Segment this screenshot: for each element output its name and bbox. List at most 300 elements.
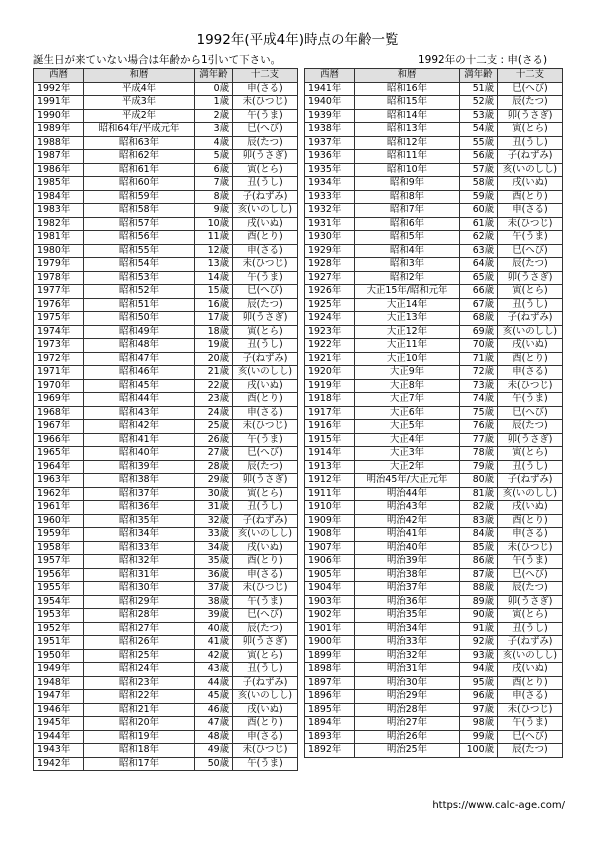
age-cell: 79歳 — [460, 460, 498, 474]
age-cell: 17歳 — [195, 312, 233, 326]
zodiac-cell: 亥(いのしし) — [233, 528, 298, 542]
zodiac-cell: 子(ねずみ) — [233, 352, 298, 366]
western-year-cell: 1909年 — [305, 514, 355, 528]
header-japanese-era: 和暦 — [355, 69, 460, 83]
table-row — [34, 379, 298, 393]
western-year-cell: 1914年 — [305, 447, 355, 461]
japanese-era-cell: 明治25年 — [355, 744, 460, 758]
western-year-cell: 1901年 — [305, 622, 355, 636]
age-cell: 50歳 — [195, 757, 233, 771]
birthday-note: 誕生日が来ていない場合は年齢から1引いて下さい。 — [33, 54, 282, 66]
japanese-era-cell: 平成3年 — [84, 96, 195, 110]
western-year-cell: 1975年 — [34, 312, 84, 326]
zodiac-cell: 子(ねずみ) — [233, 676, 298, 690]
age-cell: 27歳 — [195, 447, 233, 461]
table-row — [305, 298, 563, 312]
table-row — [305, 663, 563, 677]
zodiac-cell: 未(ひつじ) — [498, 703, 563, 717]
table-row — [34, 271, 298, 285]
japanese-era-cell: 昭和9年 — [355, 177, 460, 191]
age-cell: 3歳 — [195, 123, 233, 137]
age-table-right — [304, 68, 563, 758]
western-year-cell: 1896年 — [305, 690, 355, 704]
western-year-cell: 1922年 — [305, 339, 355, 353]
western-year-cell: 1988年 — [34, 136, 84, 150]
western-year-cell: 1957年 — [34, 555, 84, 569]
japanese-era-cell: 昭和23年 — [84, 676, 195, 690]
western-year-cell: 1902年 — [305, 609, 355, 623]
table-row — [305, 730, 563, 744]
table-row — [34, 730, 298, 744]
western-year-cell: 1959年 — [34, 528, 84, 542]
zodiac-cell: 巳(へび) — [233, 609, 298, 623]
age-cell: 47歳 — [195, 717, 233, 731]
age-cell: 61歳 — [460, 217, 498, 231]
japanese-era-cell: 昭和48年 — [84, 339, 195, 353]
age-cell: 26歳 — [195, 433, 233, 447]
western-year-cell: 1925年 — [305, 298, 355, 312]
zodiac-cell: 巳(へび) — [233, 123, 298, 137]
japanese-era-cell: 明治27年 — [355, 717, 460, 731]
table-row — [34, 325, 298, 339]
zodiac-cell: 丑(うし) — [498, 622, 563, 636]
japanese-era-cell: 明治43年 — [355, 501, 460, 515]
western-year-cell: 1899年 — [305, 649, 355, 663]
zodiac-cell: 寅(とら) — [498, 123, 563, 137]
japanese-era-cell: 昭和19年 — [84, 730, 195, 744]
header-age: 満年齢 — [195, 69, 233, 83]
table-row — [305, 339, 563, 353]
age-cell: 11歳 — [195, 231, 233, 245]
age-cell: 68歳 — [460, 312, 498, 326]
zodiac-cell: 寅(とら) — [498, 285, 563, 299]
zodiac-cell: 子(ねずみ) — [498, 312, 563, 326]
age-cell: 77歳 — [460, 433, 498, 447]
western-year-cell: 1906年 — [305, 555, 355, 569]
japanese-era-cell: 昭和44年 — [84, 393, 195, 407]
table-row — [305, 285, 563, 299]
age-cell: 32歳 — [195, 514, 233, 528]
age-cell: 5歳 — [195, 150, 233, 164]
western-year-cell: 1963年 — [34, 474, 84, 488]
table-body — [34, 82, 298, 771]
zodiac-cell: 未(ひつじ) — [233, 420, 298, 434]
table-row — [305, 82, 563, 96]
table-row — [34, 703, 298, 717]
western-year-cell: 1929年 — [305, 244, 355, 258]
japanese-era-cell: 昭和2年 — [355, 271, 460, 285]
age-cell: 19歳 — [195, 339, 233, 353]
age-cell: 90歳 — [460, 609, 498, 623]
japanese-era-cell: 昭和20年 — [84, 717, 195, 731]
table-row — [34, 649, 298, 663]
japanese-era-cell: 昭和6年 — [355, 217, 460, 231]
western-year-cell: 1933年 — [305, 190, 355, 204]
japanese-era-cell: 昭和64年/平成元年 — [84, 123, 195, 137]
zodiac-cell: 午(うま) — [233, 757, 298, 771]
japanese-era-cell: 昭和35年 — [84, 514, 195, 528]
age-cell: 8歳 — [195, 190, 233, 204]
zodiac-cell: 辰(たつ) — [233, 622, 298, 636]
japanese-era-cell: 昭和3年 — [355, 258, 460, 272]
table-row — [34, 393, 298, 407]
japanese-era-cell: 昭和7年 — [355, 204, 460, 218]
age-cell: 18歳 — [195, 325, 233, 339]
table-row — [305, 595, 563, 609]
table-row — [34, 123, 298, 137]
table-row — [34, 96, 298, 110]
zodiac-cell: 午(うま) — [233, 595, 298, 609]
table-row — [305, 501, 563, 515]
western-year-cell: 1950年 — [34, 649, 84, 663]
zodiac-cell: 卯(うさぎ) — [233, 474, 298, 488]
western-year-cell: 1961年 — [34, 501, 84, 515]
western-year-cell: 1904年 — [305, 582, 355, 596]
zodiac-cell: 申(さる) — [233, 568, 298, 582]
table-row — [305, 447, 563, 461]
zodiac-cell: 辰(たつ) — [233, 460, 298, 474]
age-cell: 39歳 — [195, 609, 233, 623]
age-cell: 38歳 — [195, 595, 233, 609]
zodiac-cell: 巳(へび) — [498, 82, 563, 96]
western-year-cell: 1968年 — [34, 406, 84, 420]
japanese-era-cell: 昭和32年 — [84, 555, 195, 569]
zodiac-cell: 午(うま) — [498, 231, 563, 245]
age-cell: 44歳 — [195, 676, 233, 690]
western-year-cell: 1930年 — [305, 231, 355, 245]
page-title: 1992年(平成4年)時点の年齢一覧 — [196, 32, 399, 48]
table-body — [305, 82, 563, 757]
japanese-era-cell: 大正13年 — [355, 312, 460, 326]
table-row — [34, 177, 298, 191]
zodiac-cell: 申(さる) — [233, 406, 298, 420]
zodiac-cell: 亥(いのしし) — [498, 487, 563, 501]
table-row — [34, 339, 298, 353]
age-cell: 52歳 — [460, 96, 498, 110]
age-cell: 20歳 — [195, 352, 233, 366]
table-row — [305, 609, 563, 623]
zodiac-cell: 未(ひつじ) — [498, 541, 563, 555]
japanese-era-cell: 大正6年 — [355, 406, 460, 420]
western-year-cell: 1907年 — [305, 541, 355, 555]
table-header — [305, 69, 563, 83]
age-cell: 49歳 — [195, 744, 233, 758]
zodiac-cell: 亥(いのしし) — [498, 325, 563, 339]
zodiac-cell: 未(ひつじ) — [233, 582, 298, 596]
header-zodiac: 十二支 — [498, 69, 563, 83]
western-year-cell: 1978年 — [34, 271, 84, 285]
japanese-era-cell: 昭和43年 — [84, 406, 195, 420]
japanese-era-cell: 大正11年 — [355, 339, 460, 353]
table-row — [34, 82, 298, 96]
table-row — [305, 325, 563, 339]
table-row — [305, 150, 563, 164]
zodiac-cell: 卯(うさぎ) — [233, 636, 298, 650]
japanese-era-cell: 昭和52年 — [84, 285, 195, 299]
zodiac-cell: 酉(とり) — [233, 555, 298, 569]
table-row — [34, 568, 298, 582]
table-row — [305, 622, 563, 636]
zodiac-cell: 辰(たつ) — [233, 298, 298, 312]
table-row — [305, 177, 563, 191]
age-cell: 91歳 — [460, 622, 498, 636]
age-cell: 59歳 — [460, 190, 498, 204]
western-year-cell: 1953年 — [34, 609, 84, 623]
western-year-cell: 1984年 — [34, 190, 84, 204]
table-row — [305, 514, 563, 528]
western-year-cell: 1948年 — [34, 676, 84, 690]
japanese-era-cell: 大正2年 — [355, 460, 460, 474]
table-row — [305, 271, 563, 285]
japanese-era-cell: 昭和34年 — [84, 528, 195, 542]
zodiac-cell: 申(さる) — [233, 244, 298, 258]
table-row — [34, 109, 298, 123]
japanese-era-cell: 明治31年 — [355, 663, 460, 677]
zodiac-cell: 卯(うさぎ) — [498, 109, 563, 123]
table-row — [34, 676, 298, 690]
western-year-cell: 1945年 — [34, 717, 84, 731]
zodiac-cell: 寅(とら) — [233, 487, 298, 501]
age-cell: 42歳 — [195, 649, 233, 663]
japanese-era-cell: 明治33年 — [355, 636, 460, 650]
zodiac-cell: 酉(とり) — [233, 231, 298, 245]
zodiac-cell: 戌(いぬ) — [498, 663, 563, 677]
western-year-cell: 1931年 — [305, 217, 355, 231]
zodiac-cell: 午(うま) — [498, 393, 563, 407]
western-year-cell: 1937年 — [305, 136, 355, 150]
age-cell: 10歳 — [195, 217, 233, 231]
age-cell: 53歳 — [460, 109, 498, 123]
age-cell: 46歳 — [195, 703, 233, 717]
zodiac-cell: 申(さる) — [498, 204, 563, 218]
japanese-era-cell: 明治29年 — [355, 690, 460, 704]
japanese-era-cell: 昭和50年 — [84, 312, 195, 326]
age-cell: 40歳 — [195, 622, 233, 636]
age-cell: 9歳 — [195, 204, 233, 218]
western-year-cell: 1992年 — [34, 82, 84, 96]
zodiac-cell: 亥(いのしし) — [498, 649, 563, 663]
zodiac-cell: 戌(いぬ) — [498, 177, 563, 191]
header-japanese-era: 和暦 — [84, 69, 195, 83]
table-row — [305, 258, 563, 272]
japanese-era-cell: 昭和11年 — [355, 150, 460, 164]
western-year-cell: 1946年 — [34, 703, 84, 717]
japanese-era-cell: 昭和12年 — [355, 136, 460, 150]
japanese-era-cell: 明治35年 — [355, 609, 460, 623]
age-cell: 76歳 — [460, 420, 498, 434]
zodiac-note: 1992年の十二支 : 申(さる) — [418, 54, 548, 66]
western-year-cell: 1947年 — [34, 690, 84, 704]
japanese-era-cell: 昭和46年 — [84, 366, 195, 380]
table-row — [305, 393, 563, 407]
japanese-era-cell: 昭和40年 — [84, 447, 195, 461]
western-year-cell: 1954年 — [34, 595, 84, 609]
age-cell: 98歳 — [460, 717, 498, 731]
age-cell: 93歳 — [460, 649, 498, 663]
western-year-cell: 1969年 — [34, 393, 84, 407]
zodiac-cell: 丑(うし) — [233, 663, 298, 677]
zodiac-cell: 未(ひつじ) — [233, 744, 298, 758]
japanese-era-cell: 明治28年 — [355, 703, 460, 717]
japanese-era-cell: 昭和16年 — [355, 82, 460, 96]
japanese-era-cell: 大正4年 — [355, 433, 460, 447]
zodiac-cell: 午(うま) — [498, 555, 563, 569]
table-row — [34, 541, 298, 555]
western-year-cell: 1943年 — [34, 744, 84, 758]
age-cell: 33歳 — [195, 528, 233, 542]
table-header — [34, 69, 298, 83]
table-row — [34, 460, 298, 474]
zodiac-cell: 酉(とり) — [233, 393, 298, 407]
zodiac-cell: 辰(たつ) — [498, 744, 563, 758]
zodiac-cell: 酉(とり) — [498, 514, 563, 528]
age-cell: 16歳 — [195, 298, 233, 312]
age-cell: 84歳 — [460, 528, 498, 542]
table-row — [34, 150, 298, 164]
age-cell: 95歳 — [460, 676, 498, 690]
western-year-cell: 1908年 — [305, 528, 355, 542]
japanese-era-cell: 昭和4年 — [355, 244, 460, 258]
japanese-era-cell: 昭和39年 — [84, 460, 195, 474]
age-cell: 4歳 — [195, 136, 233, 150]
japanese-era-cell: 大正14年 — [355, 298, 460, 312]
zodiac-cell: 卯(うさぎ) — [498, 271, 563, 285]
western-year-cell: 1923年 — [305, 325, 355, 339]
japanese-era-cell: 昭和24年 — [84, 663, 195, 677]
table-row — [305, 717, 563, 731]
western-year-cell: 1952年 — [34, 622, 84, 636]
zodiac-cell: 丑(うし) — [233, 501, 298, 515]
zodiac-cell: 丑(うし) — [498, 460, 563, 474]
age-cell: 29歳 — [195, 474, 233, 488]
zodiac-cell: 巳(へび) — [498, 568, 563, 582]
japanese-era-cell: 明治44年 — [355, 487, 460, 501]
zodiac-cell: 午(うま) — [233, 109, 298, 123]
table-row — [305, 352, 563, 366]
age-cell: 56歳 — [460, 150, 498, 164]
table-row — [34, 474, 298, 488]
age-cell: 2歳 — [195, 109, 233, 123]
zodiac-cell: 未(ひつじ) — [498, 379, 563, 393]
zodiac-cell: 亥(いのしし) — [233, 204, 298, 218]
western-year-cell: 1965年 — [34, 447, 84, 461]
table-row — [34, 595, 298, 609]
western-year-cell: 1987年 — [34, 150, 84, 164]
table-row — [34, 757, 298, 771]
table-row — [34, 582, 298, 596]
zodiac-cell: 卯(うさぎ) — [233, 312, 298, 326]
zodiac-cell: 巳(へび) — [498, 406, 563, 420]
age-cell: 15歳 — [195, 285, 233, 299]
western-year-cell: 1956年 — [34, 568, 84, 582]
japanese-era-cell: 大正15年/昭和元年 — [355, 285, 460, 299]
western-year-cell: 1936年 — [305, 150, 355, 164]
table-row — [305, 541, 563, 555]
japanese-era-cell: 昭和10年 — [355, 163, 460, 177]
zodiac-cell: 酉(とり) — [498, 352, 563, 366]
table-row — [305, 96, 563, 110]
zodiac-cell: 丑(うし) — [498, 298, 563, 312]
zodiac-cell: 午(うま) — [233, 271, 298, 285]
western-year-cell: 1932年 — [305, 204, 355, 218]
table-row — [305, 123, 563, 137]
japanese-era-cell: 大正5年 — [355, 420, 460, 434]
japanese-era-cell: 昭和45年 — [84, 379, 195, 393]
western-year-cell: 1913年 — [305, 460, 355, 474]
age-table-left — [33, 68, 298, 771]
age-cell: 25歳 — [195, 420, 233, 434]
header-western-year: 西暦 — [305, 69, 355, 83]
zodiac-cell: 戌(いぬ) — [233, 379, 298, 393]
japanese-era-cell: 昭和36年 — [84, 501, 195, 515]
zodiac-cell: 子(ねずみ) — [498, 474, 563, 488]
table-row — [34, 501, 298, 515]
age-cell: 23歳 — [195, 393, 233, 407]
age-cell: 28歳 — [195, 460, 233, 474]
japanese-era-cell: 昭和58年 — [84, 204, 195, 218]
japanese-era-cell: 昭和37年 — [84, 487, 195, 501]
age-cell: 31歳 — [195, 501, 233, 515]
western-year-cell: 1991年 — [34, 96, 84, 110]
age-cell: 94歳 — [460, 663, 498, 677]
japanese-era-cell: 昭和61年 — [84, 163, 195, 177]
table-row — [34, 217, 298, 231]
zodiac-cell: 未(ひつじ) — [233, 258, 298, 272]
table-row — [305, 676, 563, 690]
japanese-era-cell: 昭和15年 — [355, 96, 460, 110]
table-row — [305, 487, 563, 501]
zodiac-cell: 巳(へび) — [498, 730, 563, 744]
age-cell: 36歳 — [195, 568, 233, 582]
table-row — [305, 744, 563, 758]
western-year-cell: 1941年 — [305, 82, 355, 96]
western-year-cell: 1897年 — [305, 676, 355, 690]
zodiac-cell: 丑(うし) — [233, 339, 298, 353]
table-row — [34, 190, 298, 204]
table-row — [34, 528, 298, 542]
age-cell: 43歳 — [195, 663, 233, 677]
japanese-era-cell: 大正3年 — [355, 447, 460, 461]
japanese-era-cell: 昭和13年 — [355, 123, 460, 137]
western-year-cell: 1917年 — [305, 406, 355, 420]
japanese-era-cell: 昭和22年 — [84, 690, 195, 704]
western-year-cell: 1980年 — [34, 244, 84, 258]
western-year-cell: 1960年 — [34, 514, 84, 528]
zodiac-cell: 寅(とら) — [498, 609, 563, 623]
japanese-era-cell: 昭和59年 — [84, 190, 195, 204]
age-cell: 69歳 — [460, 325, 498, 339]
header-zodiac: 十二支 — [233, 69, 298, 83]
japanese-era-cell: 昭和33年 — [84, 541, 195, 555]
japanese-era-cell: 昭和5年 — [355, 231, 460, 245]
table-row — [34, 744, 298, 758]
age-cell: 7歳 — [195, 177, 233, 191]
japanese-era-cell: 昭和54年 — [84, 258, 195, 272]
table-row — [34, 136, 298, 150]
age-cell: 83歳 — [460, 514, 498, 528]
zodiac-cell: 酉(とり) — [233, 717, 298, 731]
japanese-era-cell: 平成4年 — [84, 82, 195, 96]
age-cell: 85歳 — [460, 541, 498, 555]
table-row — [305, 136, 563, 150]
western-year-cell: 1942年 — [34, 757, 84, 771]
japanese-era-cell: 昭和18年 — [84, 744, 195, 758]
japanese-era-cell: 昭和38年 — [84, 474, 195, 488]
western-year-cell: 1989年 — [34, 123, 84, 137]
footer-url: https://www.calc-age.com/ — [432, 800, 565, 811]
table-row — [305, 568, 563, 582]
zodiac-cell: 巳(へび) — [233, 285, 298, 299]
